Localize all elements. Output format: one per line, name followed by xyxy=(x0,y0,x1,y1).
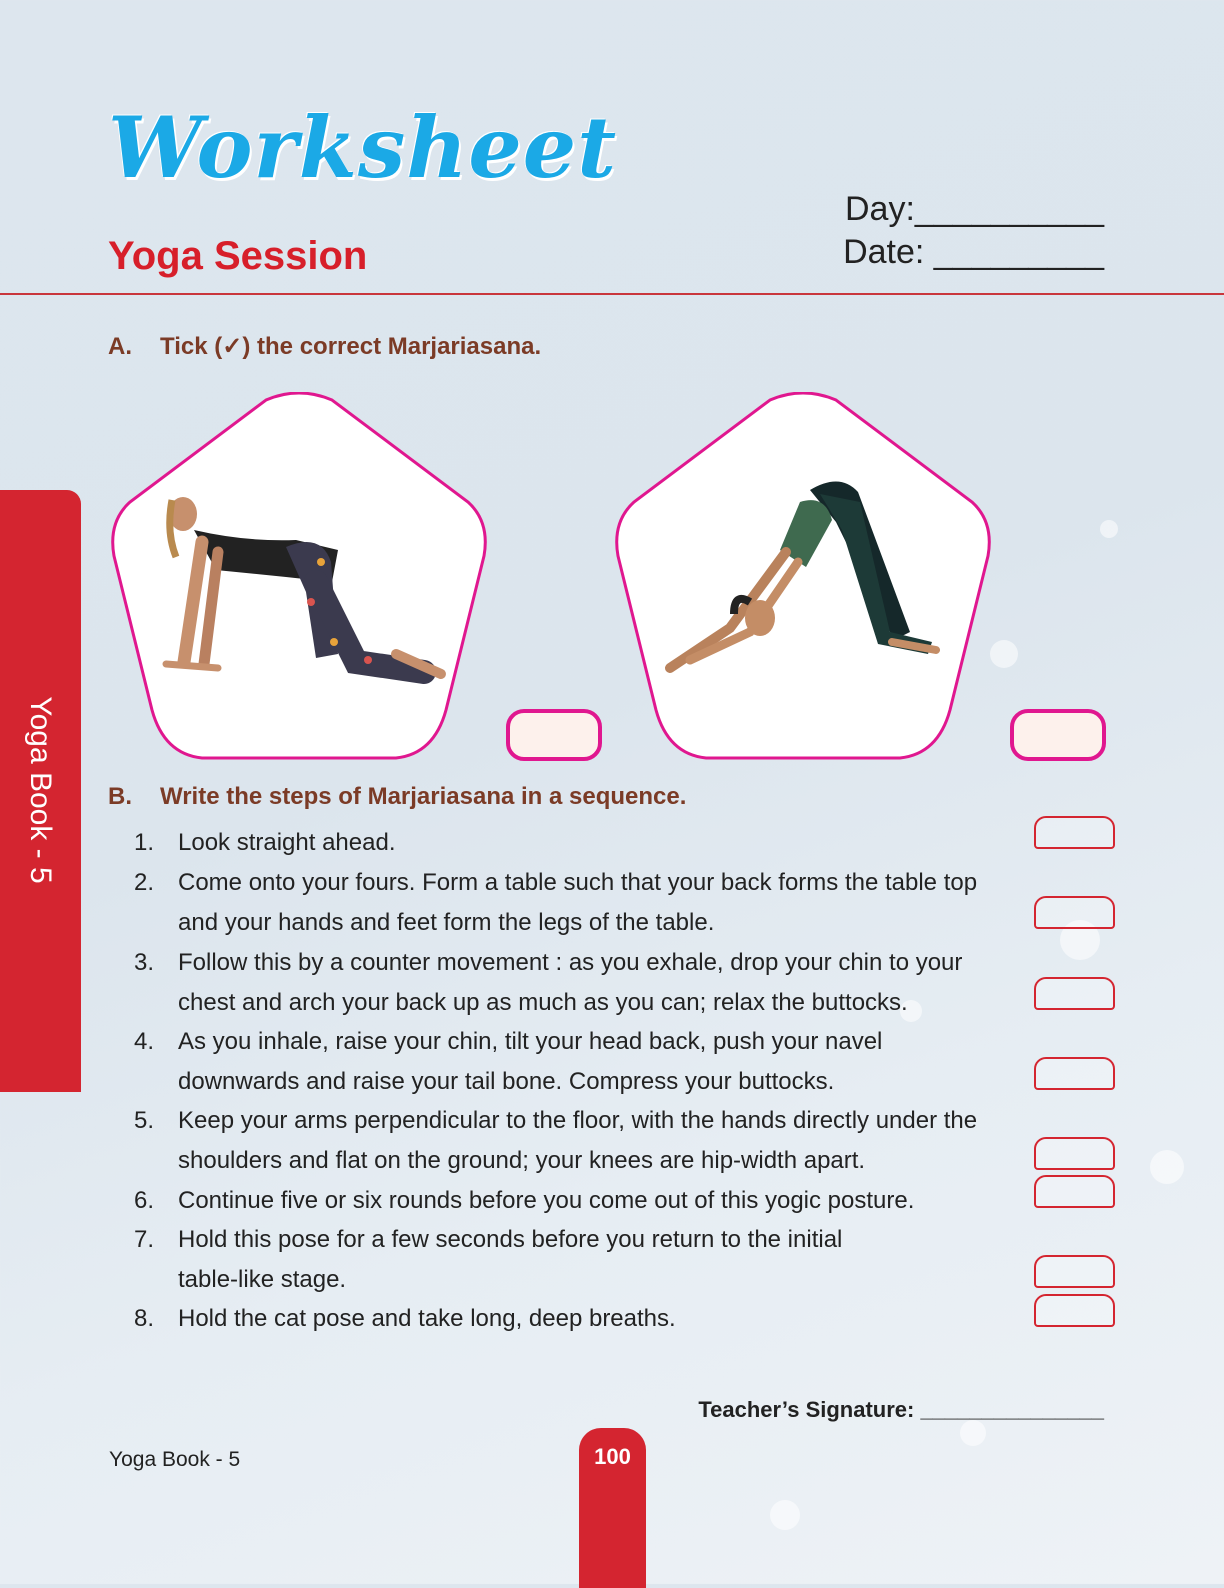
side-tab xyxy=(0,490,81,1092)
header-divider xyxy=(0,293,1224,295)
step-number: 4. xyxy=(133,1028,154,1055)
step-number: 7. xyxy=(133,1226,154,1253)
background-sparkle xyxy=(960,1420,986,1446)
question-b xyxy=(108,783,686,811)
sequence-box-8[interactable] xyxy=(1034,1294,1115,1327)
tick-box-2[interactable] xyxy=(1010,709,1106,761)
section-subtitle: Yoga Session xyxy=(108,234,368,278)
step-number: 1. xyxy=(133,829,154,856)
page-number-tab xyxy=(579,1428,646,1588)
side-tab-label: Yoga Book - 5 xyxy=(24,696,57,884)
downward-dog-image xyxy=(610,392,996,764)
question-a-text: Tick (✓) the correct Marjariasana. xyxy=(160,333,542,360)
cat-pose-image xyxy=(106,392,492,764)
background-sparkle xyxy=(770,1500,800,1530)
step-number: 8. xyxy=(133,1305,154,1332)
step-text: As you inhale, raise your chin, tilt your head back, push your navel downwards and raise your tail bone. Compress your buttocks. xyxy=(178,1028,883,1095)
footer-book-title: Yoga Book - 5 xyxy=(109,1448,241,1471)
step-text: Hold the cat pose and take long, deep breaths. xyxy=(178,1305,676,1332)
background-sparkle xyxy=(1150,1150,1184,1184)
sequence-box-3[interactable] xyxy=(1034,977,1115,1010)
step-text: Follow this by a counter movement : as you exhale, drop your chin to your chest and arch your back up as much as you can; relax the buttocks. xyxy=(178,949,963,1016)
step-number: 6. xyxy=(133,1187,154,1214)
date-field[interactable]: Date: _________ xyxy=(843,233,1104,271)
sequence-box-6[interactable] xyxy=(1034,1175,1115,1208)
page-number: 100 xyxy=(594,1444,631,1469)
teacher-signature-field[interactable]: Teacher’s Signature: _______________ xyxy=(698,1397,1104,1422)
step-text: Come onto your fours. Form a table such that your back forms the table top and your hands and feet form the legs of the table. xyxy=(178,869,978,936)
question-a xyxy=(108,332,541,361)
sequence-box-5[interactable] xyxy=(1034,1137,1115,1170)
step-text: Hold this pose for a few seconds before you return to the initial table-like stage. xyxy=(178,1226,843,1293)
step-text: Keep your arms perpendicular to the floor, with the hands directly under the shoulders and flat on the ground; your knees are hip-width apart. xyxy=(178,1107,978,1174)
step-text: Continue five or six rounds before you come out of this yogic posture. xyxy=(178,1187,915,1214)
step-number: 3. xyxy=(133,949,154,976)
sequence-box-4[interactable] xyxy=(1034,1057,1115,1090)
sequence-box-1[interactable] xyxy=(1034,816,1115,849)
sequence-box-7[interactable] xyxy=(1034,1255,1115,1288)
step-number: 5. xyxy=(133,1107,154,1134)
background-sparkle xyxy=(1100,520,1118,538)
step-number: 2. xyxy=(133,869,154,896)
question-a-letter: A. xyxy=(108,333,132,360)
sequence-box-2[interactable] xyxy=(1034,896,1115,929)
question-b-text: Write the steps of Marjariasana in a sequence. xyxy=(160,783,687,810)
question-b-letter: B. xyxy=(108,783,132,810)
day-field[interactable]: Day:__________ xyxy=(844,190,1104,228)
tick-box-1[interactable] xyxy=(506,709,602,761)
step-text: Look straight ahead. xyxy=(178,829,396,856)
page-title: Worksheet xyxy=(108,98,618,197)
